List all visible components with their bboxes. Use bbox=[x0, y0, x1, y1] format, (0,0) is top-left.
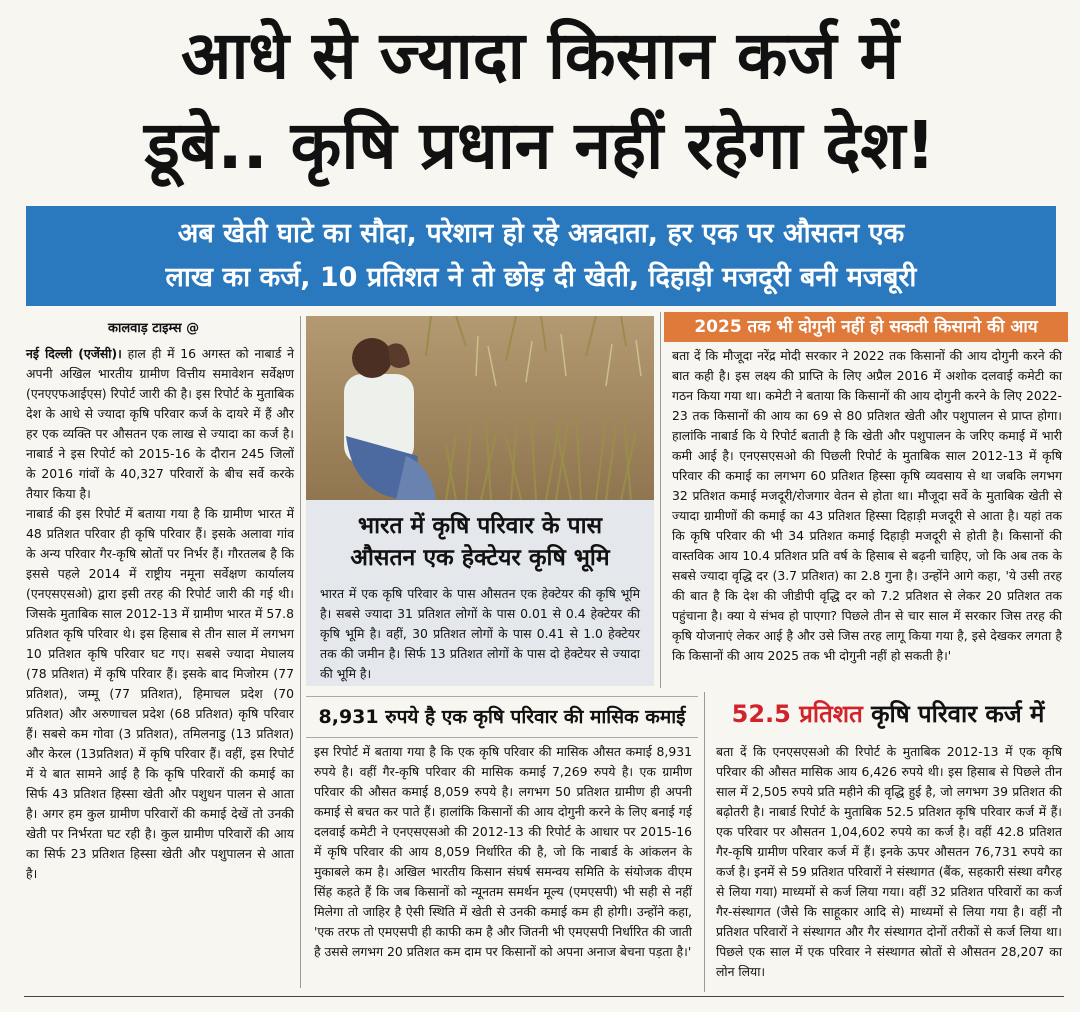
land-holding-heading-line-1: भारत में कृषि परिवार के पास bbox=[357, 513, 603, 539]
main-story-paragraph-1 bbox=[26, 344, 294, 504]
column-main-story bbox=[26, 344, 294, 884]
column-divider bbox=[660, 312, 661, 688]
income-2025-heading: 2025 तक भी दोगुनी नहीं हो सकती किसानो की आय bbox=[664, 312, 1068, 342]
debt-heading-rest: कृषि परिवार कर्ज में bbox=[862, 700, 1045, 728]
debt-text: बता दें कि एनएसएसओ की रिपोर्ट के मुताबिक 2012-13 में एक कृषि परिवार की औसत मासिक आय 6,426 रुपये थी। इस हिसाब से पिछले तीन साल में 2,505 रुपये प्रति महीने की वृद्धि हुई है, जो लगभग 39 प्रतिशत की बढ़ोतरी है। नाबार्ड रिपोर्ट के मुताबिक 52.5 प्रतिशत कृषि परिवार कर्ज में हैं। एक परिवार पर औसतन 1,04,602 रुपये का कर्ज है। वहीं 42.8 प्रतिशत गैर-कृषि ग्रामीण परिवार कर्ज में हैं। इनके ऊपर औसतन 76,731 रुपये का कर्ज है। इनमें से 59 प्रतिशत परिवारों ने संस्थागत (बैंक, सहकारी संस्था वगैरह से लिया गया) माध्यमों से कर्ज लिया गया। वहीं 32 प्रतिशत परिवारों का कर्ज गैर-संस्थागत (जैसे कि साहूकार आदि से) माध्यमों से लिया गया है। वहीं नौ प्रतिशत परिवारों ने संस्थागत और गैर संस्थागत दोनों तरीकों से कर्ज लिया था। पिछले एक साल में एक परिवार ने संस्थागत स्रोतों से औसतन 28,207 का लोन लिया। bbox=[716, 744, 1062, 979]
land-holding-heading bbox=[306, 510, 654, 574]
column-divider bbox=[300, 316, 301, 988]
monthly-income-text: इस रिपोर्ट में बताया गया है कि एक कृषि परिवार की मासिक औसत कमाई 8,931 रुपये है। वहीं गैर-कृषि परिवार की मासिक कमाई 7,269 रुपये है। एक ग्रामीण परिवार की औसत कमाई 8,059 रुपये है। लगभग 50 प्रतिशत ग्रामीण ही अपनी कमाई से बचत कर पाते हैं। हालांकि किसानों की आय दोगुनी करने के लिए बनाई गई दलवाई कमेटी ने एनएसएसओ की 2012-13 की रिपोर्ट के आधार पर 2015-16 में कृषि परिवार की आय 8,059 निर्धारित की है, जो कि नाबार्ड के आंकलन के मुकाबले कम है। अखिल भारतीय किसान संघर्ष समन्वय समिति के संयोजक वीएम सिंह कहते हैं कि जब किसानों को न्यूनतम समर्थन मूल्य (एमएसपी) भी सही से नहीं मिलेगा तो जाहिर है ऐसी स्थिति में खेती से उनकी कमाई कम ही होगी। उन्होंने कहा, 'एक तरफ तो एमएसपी ही काफी कम है और जितनी भी एमएसपी निर्धारित की जाती है उससे लगभग 20 प्रतिशत कम दाम पर किसानों को अपना अनाज बेचना पड़ता है।' bbox=[314, 744, 692, 959]
main-story-text-1: हाल ही में 16 अगस्त को नाबार्ड ने अपनी अखिल भारतीय ग्रामीण वित्तीय समावेशन सर्वेक्षण (एनएएफआईएस) रिपोर्ट जारी की है। इस रिपोर्ट के मुताबिक देश के आधे से ज्यादा कृषि परिवार कर्ज के दायरे में हैं और हर एक व्यक्ति पर औसतन एक लाख से ज्यादा का कर्ज है। नाबार्ड ने इस रिपोर्ट को 2015-16 के दौरान 245 जिलों के 2016 गांवों के 40,327 परिवारों के बीच सर्वे करके तैयार किया है। bbox=[26, 346, 295, 501]
banner-line-1: अब खेती घाटे का सौदा, परेशान हो रहे अन्नदाता, हर एक पर औसतन एक bbox=[177, 218, 905, 249]
debt-heading bbox=[710, 692, 1066, 736]
headline-line-2: डूबे.. कृषि प्रधान नहीं रहेगा देश! bbox=[144, 107, 936, 184]
main-story-paragraph-2: नाबार्ड की इस रिपोर्ट में बताया गया है कि ग्रामीण भारत में 48 प्रतिशत परिवार ही कृषि परिवार हैं। इसके अलावा गांव के अन्य परिवार गैर-कृषि स्रोतों पर निर्भर हैं। गौरतलब है कि इससे पहले 2014 में राष्ट्रीय नमूना सर्वेक्षण कार्यालय (एनएसएसओ) द्वारा इसी तरह की रिपोर्ट जारी की गई थी। जिसके मुताबिक साल 2012-13 में ग्रामीण भारत में 57.8 प्रतिशत कृषि परिवार थे। इस हिसाब से तीन साल में लगभग 10 प्रतिशत कृषि परिवार घट गए। सबसे ज्यादा मेघालय (78 प्रतिशत) में कृषि परिवार हैं। इसके बाद मिजोरम (77 प्रतिशत), जम्मू (77 प्रतिशत), हिमाचल प्रदेश (70 प्रतिशत) और अरुणाचल प्रदेश (68 प्रतिशत) कृषि परिवार हैं। सबसे कम गोवा (3 प्रतिशत), तमिलनाडु (13 प्रतिशत) और केरल (13प्रतिशत) में कृषि परिवार हैं। वहीं, इस रिपोर्ट में ये बात सामने आई है कि कृषि परिवारों की कमाई का सिर्फ 43 प्रतिशत हिस्सा खेती और पशुधन पालन से आता है। अगर हम कुल ग्रामीण परिवारों की कमाई देखें तो उनकी खेती पर निर्भरता घट रही है। कुल ग्रामीण परिवारों की आय का सिर्फ 23 प्रतिशत हिस्सा खेती और पशुपालन से आता है। bbox=[26, 506, 294, 881]
farmer-in-dry-field-image bbox=[306, 316, 654, 500]
headline bbox=[0, 0, 1080, 200]
land-holding-text: भारत में एक कृषि परिवार के पास औसतन एक हेक्टेयर की कृषि भूमि है। सबसे ज्यादा 31 प्रतिशत लोगों के पास 0.01 से 0.4 हेक्टेयर की कृषि भूमि है। वहीं, 30 प्रतिशत लोगों के पास 0.41 से 1.0 हेक्टेयर तक की जमीन है। सिर्फ 13 प्रतिशत लोगों के पास दो हेक्टेयर से ज्यादा की भूमि है। bbox=[320, 586, 640, 681]
subheadline-banner bbox=[26, 206, 1056, 306]
headline-line-1: आधे से ज्यादा किसान कर्ज में bbox=[180, 17, 900, 94]
land-holding-box bbox=[306, 500, 654, 686]
bottom-rule bbox=[24, 996, 1064, 997]
farmer-photo bbox=[306, 316, 654, 500]
debt-heading-percent: 52.5 प्रतिशत bbox=[731, 700, 863, 728]
income-2025-text: बता दें कि मौजूदा नरेंद्र मोदी सरकार ने 2022 तक किसानों की आय दोगुनी करने की बात कही है। इस लक्ष्य की प्राप्ति के लिए अप्रैल 2016 में अशोक दलवाई कमेटी का गठन किया गया था। कमेटी ने बताया कि किसानों की आय दोगुनी करने के लिए 2022-23 तक किसानों की आय का 69 से 80 प्रतिशत खेती और पशुपालन से प्राप्त होगा। हालांकि नाबार्ड कि ये रिपोर्ट बताती है कि खेती और पशुपालन के जरिए कमाई में भारी कमी आई है। एनएसएसओ की पिछली रिपोर्ट के मुताबिक साल 2012-13 में कृषि परिवार की कमाई का लगभग 60 प्रतिशत हिस्सा कृषि व्यवसाय से था जबकि लगभग 32 प्रतिशत कमाई मजदूरी/रोजगार वेतन से होता था। मौजूदा सर्वे के मुताबिक खेती से ज्यादा ग्रामीणों की कमाई का 43 प्रतिशत हिस्सा दिहाड़ी मजदूरी से आता है। यहां तक कि कृषि परिवार की भी 34 प्रतिशत कमाई दिहाड़ी मजदूरी से होती है। किसानों की वास्तविक आय 10.4 प्रतिशत प्रति वर्ष के हिसाब से बढ़नी चाहिए, जो कि अब तक के सबसे ज्यादा वृद्धि दर (3.7 प्रतिशत) का 2.8 गुना है। उन्होंने आगे कहा, 'ये उसी तरह की बात है कि देश की जीडीपी वृद्धि दर को 7.2 प्रतिशत से लेकर 20 प्रतिशत तक पहुंचाना है। क्या ये संभव हो पाएगा? पिछले तीन से चार साल में सरकार जिस तरह की कृषि योजनाएं लेकर आई है और उसे जिस तरह लागू किया गया है, इसे देखकर लगता है कि किसानों की आय 2025 तक भी दोगुनी नहीं हो सकती है।' bbox=[672, 348, 1062, 663]
byline: कालवाड़ टाइम्स @ bbox=[108, 321, 200, 336]
banner-line-2: लाख का कर्ज, 10 प्रतिशत ने तो छोड़ दी खेती, दिहाड़ी मजदूरी बनी मजबूरी bbox=[165, 262, 917, 293]
monthly-income-heading: 8,931 रुपये है एक कृषि परिवार की मासिक कमाई bbox=[306, 696, 698, 738]
dateline: नई दिल्ली (एजेंसी)। bbox=[26, 346, 122, 361]
land-holding-heading-line-2: औसतन एक हेक्टेयर कृषि भूमि bbox=[350, 545, 610, 571]
column-divider bbox=[704, 692, 705, 992]
